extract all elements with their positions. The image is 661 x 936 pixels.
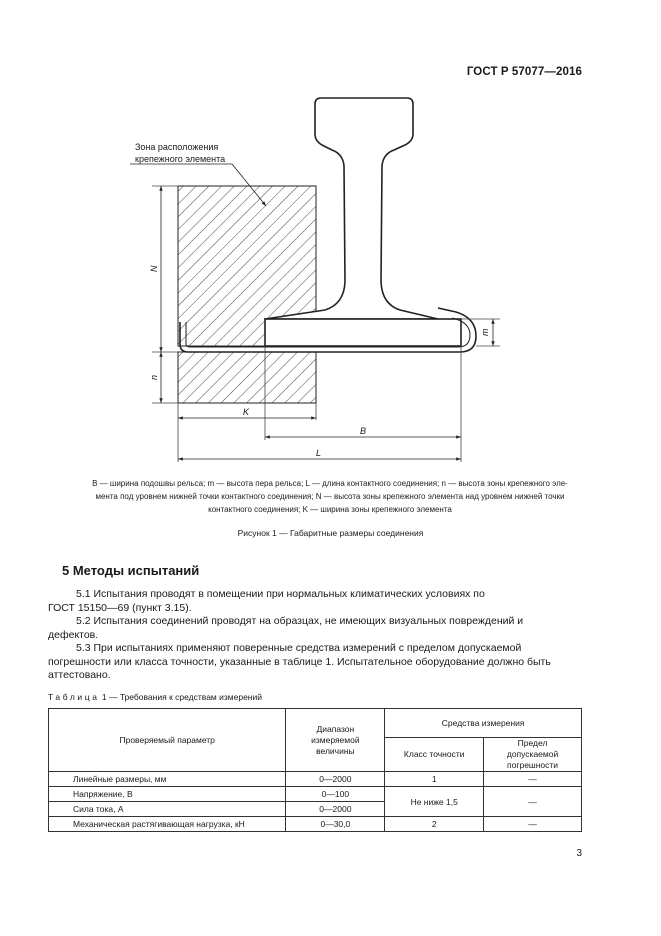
label-m: m [480, 328, 490, 336]
label-L: L [316, 448, 322, 458]
table-row: Напряжение, В 0—100 Не ниже 1,5 — [49, 787, 582, 802]
p1-lead: 5.1 Испытания проводят в помещении при нормальных климатических условиях по [76, 588, 485, 600]
table-caption-word: Таблица [48, 692, 100, 702]
figure-caption: Рисунок 1 — Габаритные размеры соединения [237, 528, 424, 538]
table-row: Линейные размеры, мм 0—2000 1 — [49, 772, 582, 787]
header-means: Средства измерения [385, 709, 582, 738]
figure-legend [50, 477, 610, 516]
section-title: 5 Методы испытаний [62, 563, 200, 578]
legend-line-1: B — ширина подошвы рельса; m — высота пера рельса; L — длина контактного соединения; n — высота зоны крепежного эле- [92, 479, 568, 488]
page-number: 3 [576, 848, 582, 859]
rail-base [265, 319, 461, 346]
label-B: B [360, 426, 367, 436]
label-K: K [243, 407, 250, 417]
header-accuracy: Класс точности [385, 738, 484, 772]
table-caption-rest: 1 — Требования к средствам измерений [99, 692, 262, 702]
zone-label-line2: крепежного элемента [135, 154, 226, 164]
measurement-requirements-table [48, 708, 582, 832]
p2-tail: дефектов. [48, 628, 99, 641]
p2-lead: 5.2 Испытания соединений проводят на образцах, не имеющих визуальных повреждений и [76, 615, 524, 627]
p3-lead: 5.3 При испытаниях применяют поверенные средства измерений с пределом допускаемой [76, 642, 522, 654]
label-N: N [149, 265, 159, 272]
paragraph-5-2 [48, 615, 582, 642]
paragraph-5-1 [48, 588, 582, 615]
table-row: Сила тока, А 0—2000 [49, 802, 582, 817]
zone-label-line1: Зона расположения [135, 142, 219, 152]
paragraph-5-3 [48, 642, 582, 683]
document-header: ГОСТ Р 57077—2016 [466, 66, 582, 78]
p1-tail: ГОСТ 15150—69 (пункт 3.15). [48, 601, 192, 614]
label-n: n [149, 374, 159, 380]
table-caption [48, 692, 262, 702]
table-row: Механическая растягивающая нагрузка, кН 0—30,0 2 — [49, 817, 582, 832]
fastening-zone-lower [178, 352, 316, 403]
legend-line-2: мента под уровнем нижней точки контактного соединения; N — высота зоны крепежного элемента над уровнем нижней точки [95, 492, 565, 501]
header-param: Проверяемый параметр [49, 709, 286, 772]
header-error: Предел допускаемой погрешности [484, 738, 582, 772]
header-range: Диапазон измеряемой величины [286, 709, 385, 772]
p3-tail: аттестовано. [48, 669, 111, 681]
legend-line-3: контактного соединения; K — ширина зоны крепежного элемента [208, 505, 452, 514]
p3-mid: погрешности или класса точности, указанные в таблице 1. Испытательное оборудование должно быть [48, 655, 551, 668]
